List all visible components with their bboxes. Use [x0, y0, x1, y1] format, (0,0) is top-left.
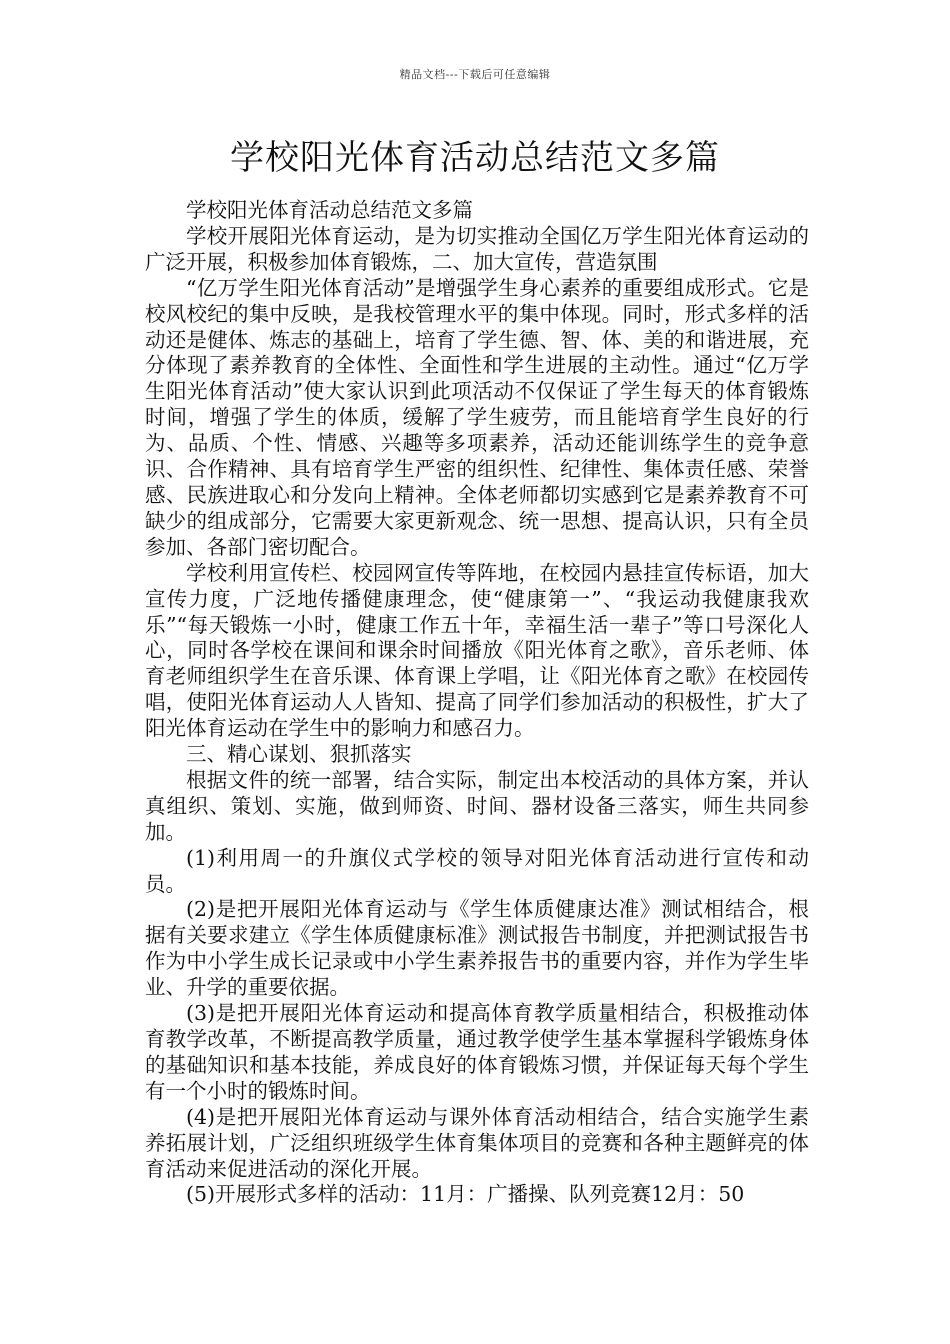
paragraph-plan: 根据文件的统一部署，结合实际，制定出本校活动的具体方案，并认真组织、策划、实施，做到师资、时间、器材设备三落实，师生共同参加。	[145, 767, 809, 844]
document-body	[145, 198, 809, 1208]
list-item-1: (1)利用周一的升旗仪式学校的领导对阳光体育活动进行宣传和动员。	[145, 845, 809, 896]
paragraph-intro: 学校开展阳光体育运动，是为切实推动全国亿万学生阳光体育运动的广泛开展，积极参加体育锻炼，二、加大宣传，营造氛围	[145, 223, 809, 274]
list-item-5: (5)开展形式多样的活动：11月：广播操、队列竞赛12月：50	[186, 1182, 745, 1207]
list-item-4: (4)是把开展阳光体育运动与课外体育活动相结合，结合实施学生素养拓展计划，广泛组织班级学生体育集体项目的竞赛和各种主题鲜亮的体育活动来促进活动的深化开展。	[145, 1104, 809, 1181]
paragraph-significance: “亿万学生阳光体育活动”是增强学生身心素养的重要组成形式。它是校风校纪的集中反映，是我校管理水平的集中体现。同时，形式多样的活动还是健体、炼志的基础上，培育了学生德、智、体、美的和谐进展，充分体现了素养教育的全体性、全面性和学生进展的主动性。通过“亿万学生阳光体育活动”使大家认识到此项活动不仅保证了学生每天的体育锻炼时间，增强了学生的体质，缓解了学生疲劳，而且能培育学生良好的行为、品质、个性、情感、兴趣等多项素养，活动还能训练学生的竞争意识、合作精神、具有培育学生严密的组织性、纪律性、集体责任感、荣誉感、民族进取心和分发向上精神。全体老师都切实感到它是素养教育不可缺少的组成部分，它需要大家更新观念、统一思想、提高认识，只有全员参加、各部门密切配合。	[145, 275, 809, 559]
list-item-3: (3)是把开展阳光体育运动和提高体育教学质量相结合，积极推动体育教学改革，不断提高教学质量，通过教学使学生基本掌握科学锻炼身体的基础知识和基本技能，养成良好的体育锻炼习惯，并保证每天每个学生有一个小时的锻炼时间。	[145, 1001, 809, 1103]
list-item-2: (2)是把开展阳光体育运动与《学生体质健康达准》测试相结合，根据有关要求建立《学生体质健康标准》测试报告书制度，并把测试报告书作为中小学生成长记录或中小学生素养报告书的重要内容，并作为学生毕业、升学的重要依据。	[145, 897, 809, 1000]
section-heading-3: 三、精心谋划、狠抓落实	[186, 742, 412, 767]
document-title: 学校阳光体育活动总结范文多篇	[230, 138, 720, 178]
header-note: 精品文档---下载后可任意编辑	[399, 68, 551, 81]
paragraph-subtitle: 学校阳光体育活动总结范文多篇	[186, 198, 473, 222]
paragraph-publicity: 学校利用宣传栏、校园网宣传等阵地，在校园内悬挂宣传标语，加大宣传力度，广泛地传播健康理念，使“健康第一”、“我运动我健康我欢乐”“每天锻炼一小时，健康工作五十年，幸福生活一辈子”等口号深化人心，同时各学校在课间和课余时间播放《阳光体育之歌》，音乐老师、体育老师组织学生在音乐课、体育课上学唱，让《阳光体育之歌》在校园传唱，使阳光体育运动人人皆知、提高了同学们参加活动的积极性，扩大了阳光体育运动在学生中的影响力和感召力。	[145, 560, 809, 741]
